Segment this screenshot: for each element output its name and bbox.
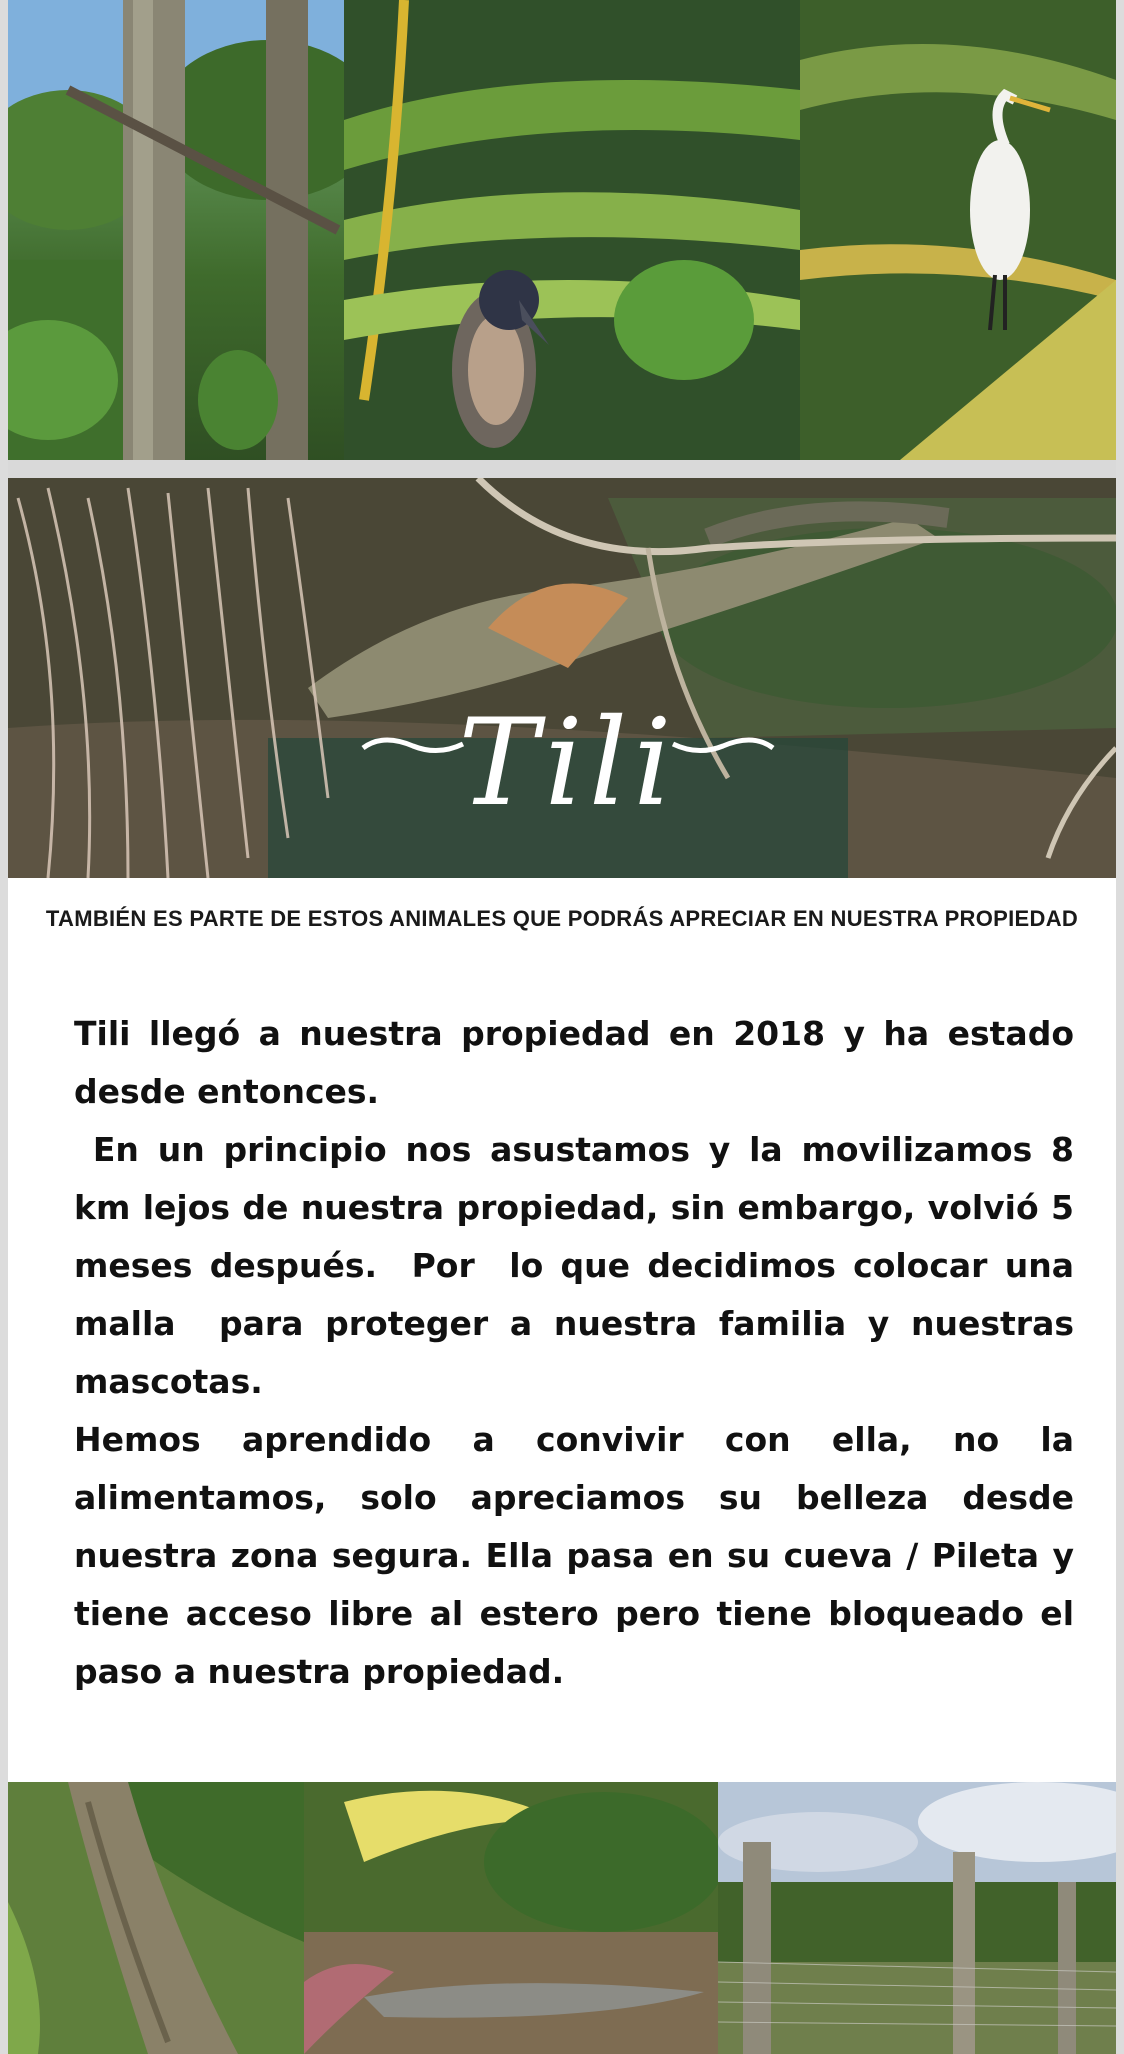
story-paragraph-2: En un principio nos asustamos y la movilizamos 8 km lejos de nuestra propiedad, sin embargo, volvió 5 meses después. Por lo que decidimos colocar una malla para proteger a nuestra familia y nuestras mascotas. [74,1130,1086,1401]
crocodile-closeup-photo-icon [8,1782,304,2054]
story-paragraph-3: Hemos aprendido a convivir con ella, no la alimentamos, solo apreciamos su belleza desde nuestra zona segura. Ella pasa en su cueva / Pileta y tiene acceso libre al estero pero tiene bloqueado el paso a nuestra propiedad. [74,1420,1074,1691]
egret-photo-icon [800,0,1116,460]
photo-separator [8,460,1116,478]
subtitle: TAMBIÉN ES PARTE DE ESTOS ANIMALES QUE PODRÁS APRECIAR EN NUESTRA PROPIEDAD [45,906,1079,931]
crocodile-photo-icon [8,478,1116,878]
bottom-photo-strip [8,1782,1116,2054]
hero-name: Tili [458,693,678,833]
story-paragraph-1: Tili llegó a nuestra propiedad en 2018 y ha estado desde entonces. [74,1014,1074,1111]
fence-photo-icon [718,1782,1116,2054]
top-photo-strip [8,0,1116,460]
hero-title [353,678,783,848]
story-text [74,1005,1086,1701]
heron-photo-icon [344,0,800,460]
page-frame [8,0,1116,2054]
trees-photo-icon [8,0,344,460]
crocodile-ground-photo-icon [304,1782,718,2054]
